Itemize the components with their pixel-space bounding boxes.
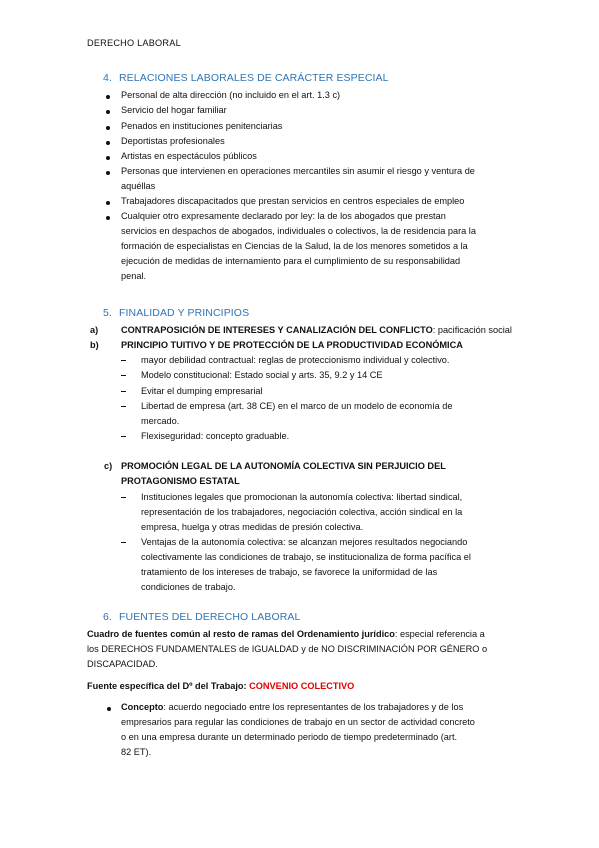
- paragraph-line: los DERECHOS FUNDAMENTALES de IGUALDAD y de NO DISCRIMINACIÓN POR GÉNERO o: [87, 644, 488, 654]
- list-item: Personas que intervienen en operaciones mercantiles sin asumir el riesgo y ventura de: [121, 166, 475, 176]
- section-5-title: FINALIDAD Y PRINCIPIOS: [119, 307, 250, 319]
- dash-icon: [121, 406, 126, 407]
- item-c-heading-continuation: PROTAGONISMO ESTATAL: [121, 476, 240, 486]
- section-5-heading: [103, 307, 249, 319]
- paragraph-bold: Cuadro de fuentes común al resto de ramas del Ordenamiento jurídico: [87, 629, 395, 639]
- specific-source-label: Fuente específica del Dº del Trabajo:: [87, 681, 250, 691]
- concept-continuation: 82 ET).: [121, 747, 152, 757]
- section-6-heading: [103, 611, 300, 623]
- list-item-continuation: representación de los trabajadores, negociación colectiva, acción sindical en la: [141, 507, 463, 517]
- section-5-number: 5.: [103, 307, 112, 319]
- bullet-icon: [106, 110, 110, 114]
- paragraph-line: [87, 627, 485, 641]
- concept-continuation: empresarios para regular las condiciones de trabajo en un sector de actividad concreto: [121, 717, 475, 727]
- list-item-continuation: aquéllas: [121, 181, 156, 191]
- concept-text: : acuerdo negociado entre los representantes de los trabajadores y de los: [163, 702, 464, 712]
- list-item: Servicio del hogar familiar: [121, 105, 227, 115]
- concept-line: [121, 700, 463, 714]
- concept-label: Concepto: [121, 702, 164, 712]
- item-a-bold: CONTRAPOSICIÓN DE INTERESES Y CANALIZACIÓN DEL CONFLICTO: [121, 325, 433, 335]
- specific-source-line: [87, 679, 354, 693]
- section-6-number: 6.: [103, 611, 112, 623]
- item-b-heading: PRINCIPIO TUITIVO Y DE PROTECCIÓN DE LA PRODUCTIVIDAD ECONÓMICA: [121, 340, 463, 350]
- specific-source-value: CONVENIO COLECTIVO: [249, 681, 355, 691]
- concept-continuation: o en una empresa durante un determinado periodo de tiempo predeterminado (art.: [121, 732, 458, 742]
- item-c-heading: PROMOCIÓN LEGAL DE LA AUTONOMÍA COLECTIVA SIN PERJUICIO DEL: [121, 461, 446, 471]
- page-header: DERECHO LABORAL: [87, 38, 181, 48]
- section-4-title: RELACIONES LABORALES DE CARÁCTER ESPECIAL: [119, 72, 389, 84]
- bullet-icon: [106, 126, 110, 130]
- bullet-icon: [107, 707, 111, 711]
- item-label-a: a): [90, 325, 99, 335]
- dash-icon: [121, 497, 126, 498]
- list-item-continuation: servicios en despachos de abogados, individuales o colectivos, la de residencia para la: [121, 226, 476, 236]
- bullet-icon: [106, 156, 110, 160]
- list-item: Evitar el dumping empresarial: [141, 386, 263, 396]
- item-label-c: c): [104, 461, 113, 471]
- dash-icon: [121, 436, 126, 437]
- item-label-b: b): [90, 340, 99, 350]
- paragraph-rest: : especial referencia a: [394, 629, 485, 639]
- list-item: Ventajas de la autonomía colectiva: se alcanzan mejores resultados negociando: [141, 537, 468, 547]
- bullet-icon: [106, 201, 110, 205]
- list-item-continuation: condiciones de trabajo.: [141, 582, 236, 592]
- bullet-icon: [106, 171, 110, 175]
- list-item: Cualquier otro expresamente declarado por ley: la de los abogados que prestan: [121, 211, 446, 221]
- item-a-text: [121, 323, 512, 337]
- list-item: Instituciones legales que promocionan la autonomía colectiva: libertad sindical,: [141, 492, 463, 502]
- section-6-title: FUENTES DEL DERECHO LABORAL: [119, 611, 301, 623]
- list-item: mayor debilidad contractual: reglas de proteccionismo individual y colectivo.: [141, 355, 450, 365]
- bullet-icon: [106, 141, 110, 145]
- list-item: Libertad de empresa (art. 38 CE) en el marco de un modelo de economía de: [141, 401, 453, 411]
- list-item-continuation: penal.: [121, 271, 147, 281]
- list-item-continuation: formación de especialistas en Ciencias de la Salud, la de los menores sometidos a la: [121, 241, 468, 251]
- list-item: Deportistas profesionales: [121, 136, 225, 146]
- list-item: Modelo constitucional: Estado social y arts. 35, 9.2 y 14 CE: [141, 370, 383, 380]
- list-item: Artistas en espectáculos públicos: [121, 151, 257, 161]
- list-item-continuation: tratamiento de los intereses de trabajo, se favorece la uniformidad de las: [141, 567, 438, 577]
- dash-icon: [121, 391, 126, 392]
- bullet-icon: [106, 95, 110, 99]
- list-item-continuation: empresa, huelga y otras medidas de presión colectiva.: [141, 522, 364, 532]
- list-item-continuation: ejecución de medidas de internamiento para el cumplimiento de su responsabilidad: [121, 256, 461, 266]
- list-item: Trabajadores discapacitados que prestan servicios en centros especiales de empleo: [121, 196, 465, 206]
- item-a-rest: : pacificación social: [432, 325, 512, 335]
- dash-icon: [121, 542, 126, 543]
- section-4-number: 4.: [103, 72, 112, 84]
- list-item: Penados en instituciones penitenciarias: [121, 121, 283, 131]
- list-item: Personal de alta dirección (no incluido en el art. 1.3 c): [121, 90, 341, 100]
- list-item: Flexiseguridad: concepto graduable.: [141, 431, 290, 441]
- paragraph-line: DISCAPACIDAD.: [87, 659, 158, 669]
- list-item-continuation: mercado.: [141, 416, 180, 426]
- section-4-heading: [103, 72, 389, 84]
- dash-icon: [121, 360, 126, 361]
- dash-icon: [121, 375, 126, 376]
- list-item-continuation: colectivamente las condiciones de trabajo, se institucionaliza de forma pacífica el: [141, 552, 471, 562]
- bullet-icon: [106, 216, 110, 220]
